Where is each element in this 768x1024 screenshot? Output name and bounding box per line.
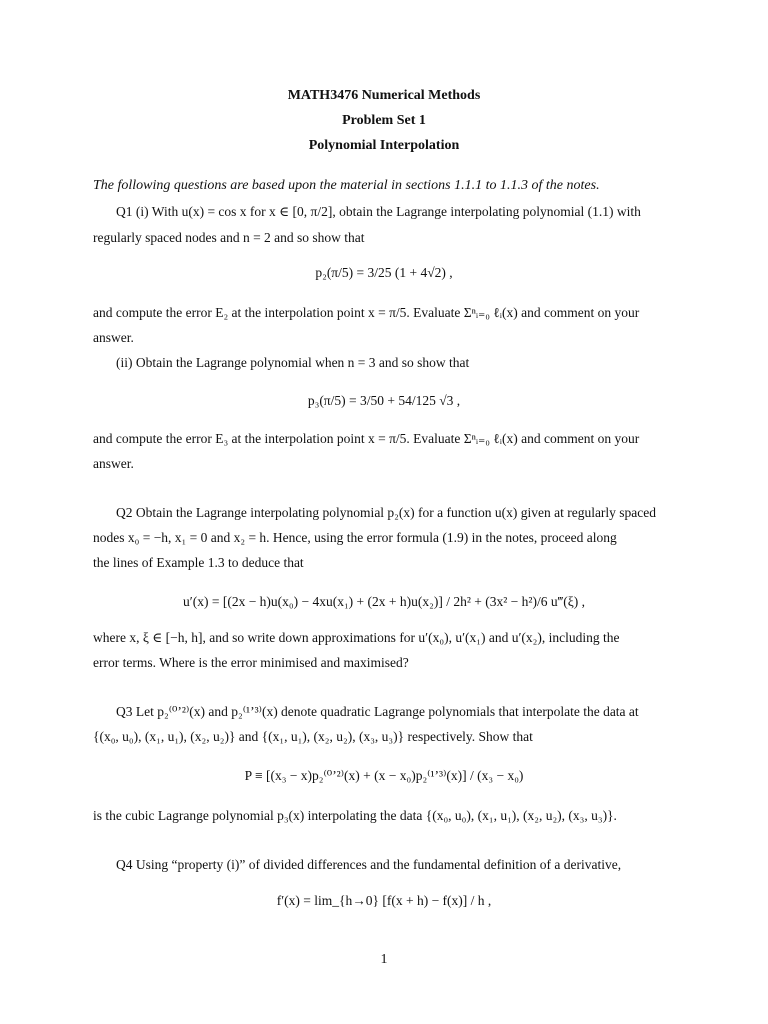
q2-line-1: Q2 Obtain the Lagrange interpolating polynomial p₂(x) for a function u(x) given at regularly spaced: [116, 505, 657, 520]
q3-equation: P ≡ [(x₃ − x)p₂⁽⁰ʼ²⁾(x) + (x − x₀)p₂⁽¹ʼ³⁾(x)] / (x₃ − x₀): [244, 768, 524, 783]
q1-line-2: regularly spaced nodes and n = 2 and so show that: [93, 230, 365, 245]
page-number: 1: [380, 952, 388, 967]
q1-equation-1: p₂(π/5) = 3/25 (1 + 4√2) ,: [315, 265, 453, 280]
q1-line-7: answer.: [93, 456, 134, 471]
q2-line-2: nodes x₀ = −h, x₁ = 0 and x₂ = h. Hence, using the error formula (1.9) in the notes, proceed along: [93, 530, 617, 545]
q1-line-3: and compute the error E₂ at the interpolation point x = π/5. Evaluate Σⁿᵢ₌₀ ℓᵢ(x) and comment on your: [93, 305, 640, 320]
q1-line-1: Q1 (i) With u(x) = cos x for x ∈ [0, π/2], obtain the Lagrange interpolating polynomial (1.1) with: [116, 204, 641, 219]
q1-line-4: answer.: [93, 330, 134, 345]
course-title: MATH3476 Numerical Methods: [287, 88, 481, 103]
q3-line-2: {(x₀, u₀), (x₁, u₁), (x₂, u₂)} and {(x₁, u₁), (x₂, u₂), (x₃, u₃)} respectively. Show that: [93, 729, 533, 744]
q2-line-4: where x, ξ ∈ [−h, h], and so write down approximations for u′(x₀), u′(x₁) and u′(x₂), including the: [93, 630, 620, 645]
problem-set-title: Problem Set 1: [342, 113, 426, 128]
q2-line-3: the lines of Example 1.3 to deduce that: [93, 555, 304, 570]
q2-equation: u′(x) = [(2x − h)u(x₀) − 4xu(x₁) + (2x + h)u(x₂)] / 2h² + (3x² − h²)/6 u‴(ξ) ,: [183, 594, 585, 609]
intro-text: The following questions are based upon the material in sections 1.1.1 to 1.1.3 of the notes.: [93, 178, 600, 193]
q1-line-6: and compute the error E₃ at the interpolation point x = π/5. Evaluate Σⁿᵢ₌₀ ℓᵢ(x) and comment on your: [93, 431, 640, 446]
q1-equation-2: p₃(π/5) = 3/50 + 54/125 √3 ,: [307, 393, 461, 408]
q4-equation: f′(x) = lim_{h→0} [f(x + h) − f(x)] / h ,: [276, 893, 492, 908]
q3-line-1: Q3 Let p₂⁽⁰ʼ²⁾(x) and p₂⁽¹ʼ³⁾(x) denote quadratic Lagrange polynomials that interpolate the data at: [116, 704, 639, 719]
q1-line-5: (ii) Obtain the Lagrange polynomial when n = 3 and so show that: [116, 355, 470, 370]
q3-line-3: is the cubic Lagrange polynomial p₃(x) interpolating the data {(x₀, u₀), (x₁, u₁), (x₂, u₂), (x₃, u₃)}.: [93, 808, 617, 823]
q4-line-1: Q4 Using “property (i)” of divided differences and the fundamental definition of a derivative,: [116, 857, 622, 872]
topic-title: Polynomial Interpolation: [308, 138, 460, 153]
q2-line-5: error terms. Where is the error minimised and maximised?: [93, 655, 409, 670]
